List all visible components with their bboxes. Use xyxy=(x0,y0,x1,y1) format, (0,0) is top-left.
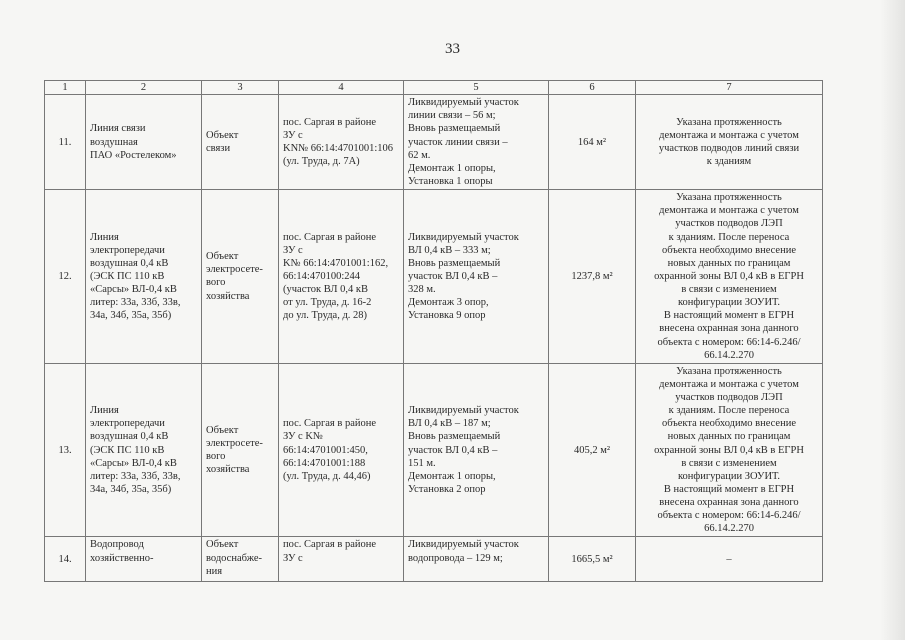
object-name: Линия связи воздушная ПАО «Ростелеком» xyxy=(86,95,202,190)
column-header: 7 xyxy=(636,81,823,95)
objects-table xyxy=(44,80,823,582)
object-works: Ликвидируемый участок водопровода – 129 м; xyxy=(404,537,549,582)
table-row xyxy=(45,95,823,190)
object-location: пос. Саргая в районе ЗУ с K№ 66:14:4701001:162, 66:14:470100:244 (участок ВЛ 0,4 кВ от ул. Труда, д. 16-2 до ул. Труда, д. 28) xyxy=(279,190,404,364)
object-location: пос. Саргая в районе ЗУ с K№ 66:14:4701001:450, 66:14:4701001:188 (ул. Труда, д. 44,46) xyxy=(279,363,404,537)
object-note: – xyxy=(636,537,823,582)
object-note: Указана протяженность демонтажа и монтажа с учетом участков подводов линий связи к зданиям xyxy=(636,95,823,190)
column-header: 6 xyxy=(549,81,636,95)
row-number: 13. xyxy=(45,363,86,537)
object-name: Линия электропередачи воздушная 0,4 кВ (ЭСК ПС 110 кВ «Сарсы» ВЛ-0,4 кВ литер: 33а, 33б, 33в, 34а, 34б, 35а, 35б) xyxy=(86,363,202,537)
object-works: Ликвидируемый участок ВЛ 0,4 кВ – 187 м; Вновь размещаемый участок ВЛ 0,4 кВ – 151 м. Демонтаж 1 опоры, Установка 2 опор xyxy=(404,363,549,537)
column-header: 3 xyxy=(202,81,279,95)
object-type: Объект электросете- вого хозяйства xyxy=(202,363,279,537)
column-header: 2 xyxy=(86,81,202,95)
column-header: 5 xyxy=(404,81,549,95)
page-number: 33 xyxy=(445,41,460,57)
object-type: Объект связи xyxy=(202,95,279,190)
object-area: 405,2 м² xyxy=(549,363,636,537)
object-location: пос. Саргая в районе ЗУ с KN№ 66:14:4701001:106 (ул. Труда, д. 7А) xyxy=(279,95,404,190)
row-number: 11. xyxy=(45,95,86,190)
object-works: Ликвидируемый участок линии связи – 56 м; Вновь размещаемый участок линии связи – 62 м. Демонтаж 1 опоры, Установка 1 опоры xyxy=(404,95,549,190)
object-area: 1665,5 м² xyxy=(549,537,636,582)
row-number: 14. xyxy=(45,537,86,582)
scan-edge-shadow xyxy=(880,0,905,640)
object-name: Линия электропередачи воздушная 0,4 кВ (ЭСК ПС 110 кВ «Сарсы» ВЛ-0,4 кВ литер: 33а, 33б, 33в, 34а, 34б, 35а, 35б) xyxy=(86,190,202,364)
object-note: Указана протяженность демонтажа и монтажа с учетом участков подводов ЛЭП к зданиям. После переноса объекта необходимо внесение новых данных по границам охранной зоны ВЛ 0,4 кВ в ЕГРН в связи с изменением конфигурации ЗОУИТ. В настоящий момент в ЕГРН внесена охранная зона данного объекта с номером: 66:14-6.246/ 66.14.2.270 xyxy=(636,190,823,364)
object-type: Объект водоснабже- ния xyxy=(202,537,279,582)
row-number: 12. xyxy=(45,190,86,364)
column-header: 1 xyxy=(45,81,86,95)
object-area: 164 м² xyxy=(549,95,636,190)
object-type: Объект электросете- вого хозяйства xyxy=(202,190,279,364)
table-row xyxy=(45,537,823,582)
table-row xyxy=(45,190,823,364)
object-name: Водопровод хозяйственно- xyxy=(86,537,202,582)
object-note: Указана протяженность демонтажа и монтажа с учетом участков подводов ЛЭП к зданиям. После переноса объекта необходимо внесение новых данных по границам охранной зоны ВЛ 0,4 кВ в ЕГРН в связи с изменением конфигурации ЗОУИТ. В настоящий момент в ЕГРН внесена охранная зона данного объекта с номером: 66:14-6.246/ 66.14.2.270 xyxy=(636,363,823,537)
column-number-row xyxy=(45,81,823,95)
object-location: пос. Саргая в районе ЗУ с xyxy=(279,537,404,582)
object-works: Ликвидируемый участок ВЛ 0,4 кВ – 333 м; Вновь размещаемый участок ВЛ 0,4 кВ – 328 м. Демонтаж 3 опор, Установка 9 опор xyxy=(404,190,549,364)
table-row xyxy=(45,363,823,537)
column-header: 4 xyxy=(279,81,404,95)
object-area: 1237,8 м² xyxy=(549,190,636,364)
